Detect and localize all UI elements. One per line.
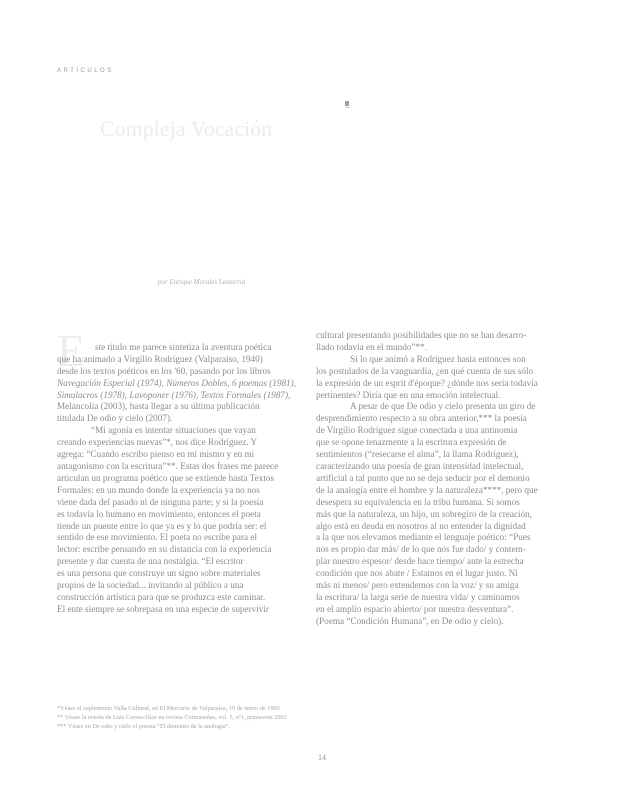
footnote: *** Véase en De odio y cielo el poema “El demonio de la analogía”.: [57, 722, 230, 730]
text-line: de Virgilio Rodríguez sigue conectada a una antinomia: [316, 425, 518, 436]
text-line: titulada De odio y cielo (2007).: [57, 413, 173, 424]
text-line: Simulacros (1978), Lavoponer (1976), Textos Formales (1987),: [57, 389, 291, 400]
drop-cap: E: [57, 325, 86, 376]
text-line: (Poema “Condición Humana”, en De odio y cielo).: [316, 615, 504, 626]
section-label: ARTÍCULOS: [57, 68, 114, 74]
text-line: creando experiencias nuevas”*, nos dice Rodríguez. Y: [57, 437, 258, 448]
text-line: “Mi agonía es intentar situaciones que vayan: [91, 425, 256, 436]
article-byline: por Enrique Morales Lastarria: [158, 278, 246, 286]
text-line: de la analogía entre el hombre y la naturaleza****, pero que: [316, 484, 538, 495]
text-line: cultural presentando posibilidades que no se han desarro-: [316, 330, 527, 340]
text-line: la escritura/ la larga serie de nuestra vida/ y caminamos: [316, 591, 520, 602]
text-line: que ha animado a Virgilio Rodríguez (Valparaíso, 1940): [57, 353, 263, 364]
footnote: ** Véase la reseña de Luis Correa-Díaz en revista Contraseñas, vol. 5, nº1, primavera 2002: [57, 713, 287, 721]
text-line: Si lo que animó a Rodríguez hasta entonces son: [350, 353, 526, 364]
text-line: articulan un programa poético que se extiende hasta Textos: [57, 472, 275, 483]
footnote: *Véase el suplemento Valla Cultural, en El Mercurio de Valparaíso, 19 de enero de 1995: [57, 705, 280, 712]
text-line: artificial a tal punto que no se deja seducir por el demonio: [316, 472, 530, 483]
text-line: la expresión de un esprit d'époque? ¿dónde nos sería todavía: [316, 377, 538, 388]
text-line: plar nuestro espesor/ desde hace tiempo/ ante la estrecha: [316, 556, 524, 567]
text-line: tiende un puente entre lo que ya es y lo que podría ser: el: [57, 520, 267, 531]
text-line: Formales: en un mundo donde la experiencia ya no nos: [57, 484, 260, 495]
text-line: lector: escribe pensando en su distancia con la experiencia: [57, 544, 272, 555]
text-line: los postulados de la vanguardia, ¿en qué cuenta de sus sólo: [316, 365, 534, 376]
text-line: es una persona que construye un signo sobre materiales: [57, 568, 261, 579]
text-line: más ni menos/ pero extendemos con la voz/ y su amiga: [316, 580, 519, 591]
text-line: propios de la sociedad... invitando al público a una: [57, 580, 244, 591]
text-line: sentido de ese movimiento. El poeta no escribe para el: [57, 532, 258, 543]
text-line: a la que nos elevamos mediante el lenguaje poético: “Pues: [316, 532, 531, 543]
text-line: desprendimiento respecto a su obra anterior,*** la poesía: [316, 413, 527, 424]
left-column: [57, 325, 309, 616]
text-line: viene dada del pasado ni de ninguna parte; y si la poesía: [57, 496, 264, 507]
text-line: algo está en deuda en nosotros al no entender la dignidad: [316, 520, 526, 531]
text-line: El ente siempre se sobrepasa en una especie de supervivir: [57, 603, 269, 614]
page-number: 14: [318, 753, 326, 762]
text-line: pertinentes? Diría que en una emoción intelectual.: [316, 389, 501, 400]
text-line: que se opone tenazmente a la escritura expresión de: [316, 437, 507, 448]
text-line: más que la naturaleza, un hijo, un sobregiro de la creación,: [316, 508, 533, 519]
text-line: en el amplio espacio abierto/ por nuestra desventura”.: [316, 603, 514, 614]
text-line: ste título me parece sintetiza la aventura poética: [95, 341, 272, 352]
text-line: caracterizando una poesía de gran intensidad intelectual,: [316, 460, 524, 471]
decorative-mark-underline: [346, 107, 349, 108]
decorative-mark: [345, 101, 349, 106]
text-line: agrega: “Cuando escribo pienso en mí mismo y en mi: [57, 449, 255, 460]
text-line: desespera su equivalencia en la tribu humana. Si somos: [316, 496, 520, 507]
text-line: presente y dar cuenta de una nostalgia. “El escritor: [57, 556, 244, 567]
text-line: Melancolía (2003), hasta llegar a su última publicación: [57, 401, 260, 412]
footnotes: [57, 705, 377, 731]
text-line: sentimientos (“resecarse el alma”, la llama Rodríguez),: [316, 449, 519, 460]
text-line: nos es propio dar más/ de lo que nos fue dado/ y contem-: [316, 544, 526, 555]
text-line: construcción artística para que se produzca este caminar.: [57, 591, 266, 602]
text-line: llado todavía en el mundo”**.: [316, 341, 427, 352]
text-line: desde los textos poéticos en los '60, pasando por los libros: [57, 365, 271, 376]
text-line: Navegación Especial (1974), Números Dobles, 6 poemas (1981),: [57, 377, 297, 388]
text-line: es todavía lo humano en movimiento, entonces el poeta: [57, 508, 261, 519]
text-line: condición que nos abate / Estamos en el lugar justo. Ni: [316, 568, 518, 579]
text-line: antagonismo con la escritura”**. Estas dos frases me parece: [57, 460, 279, 471]
right-column: [316, 330, 574, 628]
text-line: A pesar de que De odio y cielo presenta un giro de: [350, 401, 536, 412]
article-title: Compleja Vocación: [100, 116, 273, 141]
